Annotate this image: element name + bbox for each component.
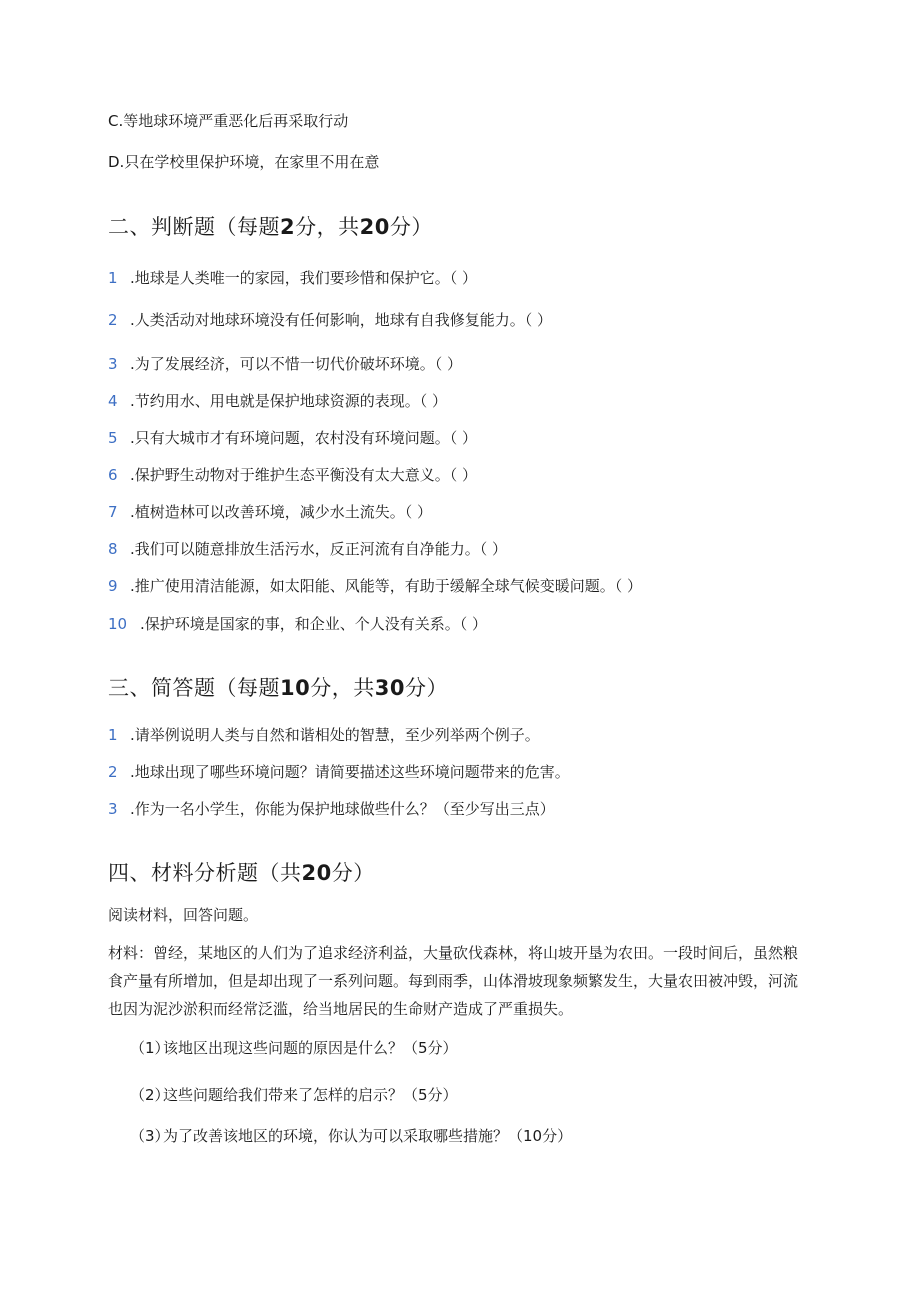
section-2-title: 二、判断题（每题2分，共20分） (108, 215, 433, 239)
section-4-title: 四、材料分析题（共20分） (108, 861, 375, 885)
section-3-title: 三、简答题（每题10分，共30分） (108, 676, 448, 700)
material-question: （3）为了改善该地区的环境，你认为可以采取哪些措施？（10分） (130, 1127, 573, 1145)
tf-item: 4 .节约用水、用电就是保护地球资源的表现。（ ） (108, 392, 448, 410)
short-answer-item: 3 .作为一名小学生，你能为保护地球做些什么？（至少写出三点） (108, 800, 555, 818)
option-d: D.只在学校里保护环境，在家里不用在意 (108, 153, 380, 171)
tf-item: 6 .保护野生动物对于维护生态平衡没有太大意义。（ ） (108, 466, 478, 484)
material-question: （1）该地区出现这些问题的原因是什么？（5分） (130, 1039, 458, 1057)
short-answer-item: 2 .地球出现了哪些环境问题？请简要描述这些环境问题带来的危害。 (108, 763, 570, 781)
tf-item: 2 .人类活动对地球环境没有任何影响，地球有自我修复能力。（ ） (108, 311, 553, 329)
material-intro: 阅读材料，回答问题。 (108, 906, 259, 924)
tf-item: 9 .推广使用清洁能源，如太阳能、风能等，有助于缓解全球气候变暖问题。（ ） (108, 577, 643, 595)
tf-item: 7 .植树造林可以改善环境，减少水土流失。（ ） (108, 503, 433, 521)
material-question: （2）这些问题给我们带来了怎样的启示？（5分） (130, 1086, 458, 1104)
tf-item: 10 .保护环境是国家的事，和企业、个人没有关系。（ ） (108, 615, 488, 633)
short-answer-item: 1 .请举例说明人类与自然和谐相处的智慧，至少列举两个例子。 (108, 726, 540, 744)
tf-item: 1 .地球是人类唯一的家园，我们要珍惜和保护它。（ ） (108, 269, 478, 287)
material-paragraph: 材料：曾经，某地区的人们为了追求经济利益，大量砍伐森林，将山坡开垦为农田。一段时间后，虽然粮食产量有所增加，但是却出现了一系列问题。每到雨季，山体滑坡现象频繁发生，大量农田被冲毁，河流也因为泥沙淤积而经常泛滥，给当地居民的生命财产造成了严重损失。 (108, 944, 799, 1018)
tf-item: 8 .我们可以随意排放生活污水，反正河流有自净能力。（ ） (108, 540, 508, 558)
tf-item: 3 .为了发展经济，可以不惜一切代价破坏环境。（ ） (108, 355, 463, 373)
option-c: C.等地球环境严重恶化后再采取行动 (108, 112, 349, 130)
tf-item: 5 .只有大城市才有环境问题，农村没有环境问题。（ ） (108, 429, 478, 447)
